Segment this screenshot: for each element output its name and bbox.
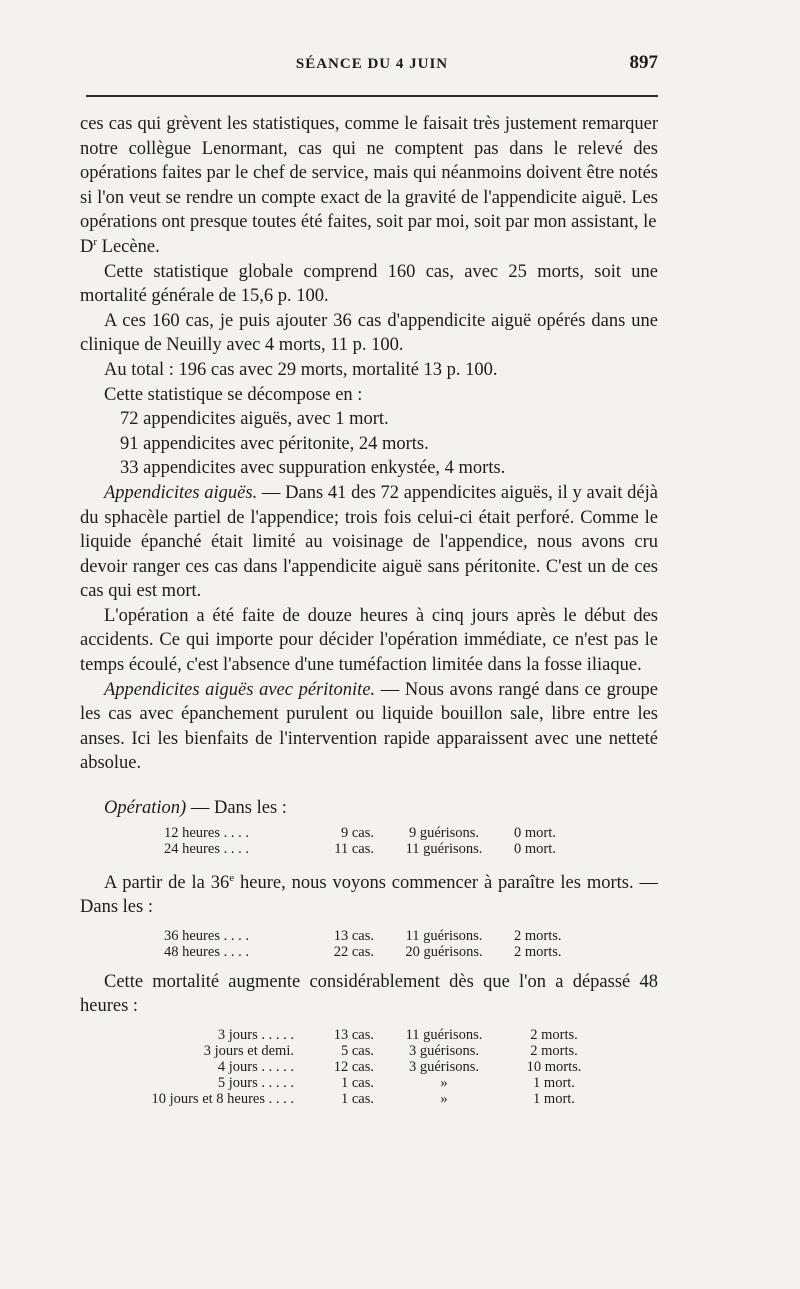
paragraph-neuilly bbox=[80, 309, 658, 358]
dr-sup: r bbox=[93, 235, 98, 248]
table-row bbox=[80, 1091, 594, 1107]
table-row bbox=[164, 928, 594, 944]
section-aigues bbox=[80, 481, 658, 604]
paragraph-operation-timing bbox=[80, 604, 658, 678]
paragraph-text: Cette statistique se décompose en : bbox=[104, 384, 363, 405]
section-heading: Appendicites aiguës avec péritonite. bbox=[104, 679, 376, 700]
paragraph-statistics bbox=[80, 260, 658, 309]
table-row bbox=[164, 944, 594, 960]
operation-label: Opération) bbox=[104, 798, 187, 819]
paragraph-decompose bbox=[80, 383, 658, 408]
table-36-48-hours bbox=[164, 928, 594, 960]
list-item: 72 appendicites aiguës, avec 1 mort. bbox=[120, 409, 389, 430]
paragraph-text: Cette statistique globale comprend 160 cas, avec 25 morts, soit une mortalité générale de 15,6 p. 100. bbox=[80, 261, 658, 307]
dr-name: Lecène. bbox=[101, 236, 160, 257]
paragraph-36-hours bbox=[80, 871, 658, 920]
page-number: 897 bbox=[629, 52, 658, 73]
table-cell-deaths: 1 mort. bbox=[533, 1091, 575, 1107]
table-cell-heal: 11 guérisons. bbox=[405, 1027, 483, 1043]
section-text: — Nous avons rangé dans ce groupe les cas avec épanchement purulent ou liquide bouillon sale, libre entre les anses. Ici les bienfaits de l'intervention rapide apparaissent avec une netteté absolue. bbox=[80, 679, 658, 774]
section-text: — Dans 41 des 72 appendicites aiguës, il y avait déjà du sphacèle partiel de l'appendice; trois fois celui-ci était perforé. Comme le liquide épanché était limité au voisinage de l'appendice, nous avons cru devoir ranger ces cas dans l'appendicite aiguë sans péritonite. C'est un de ces cas qui est mort. bbox=[80, 482, 658, 602]
table-cell-cases: 13 cas. bbox=[333, 927, 374, 944]
running-header bbox=[86, 52, 658, 82]
table-row bbox=[80, 1059, 594, 1075]
paragraph-text: A ces 160 cas, je puis ajouter 36 cas d'appendicite aiguë opérés dans une clinique de Neuilly avec 4 morts, 11 p. 100. bbox=[80, 310, 658, 356]
table-row bbox=[80, 1075, 594, 1091]
table-cell-deaths: 2 morts. bbox=[514, 943, 562, 960]
text-after: heure, nous voyons commencer à paraître les morts. — Dans les : bbox=[80, 872, 658, 918]
section-heading: Appendicites aiguës. bbox=[104, 482, 258, 503]
table-cell-time: 5 jours . . . . . bbox=[217, 1075, 294, 1091]
table-cell-deaths: 0 mort. bbox=[514, 840, 556, 857]
table-cell-time: 3 jours . . . . . bbox=[217, 1027, 294, 1043]
table-row bbox=[164, 825, 594, 841]
operation-text: — Dans les : bbox=[186, 798, 287, 819]
list-item: 33 appendicites avec suppuration enkystée, 4 morts. bbox=[120, 458, 506, 479]
table-cell-cases: 11 cas. bbox=[334, 840, 374, 857]
table-cell-time: 3 jours et demi. bbox=[203, 1043, 294, 1059]
paragraph-continuation bbox=[80, 112, 658, 235]
table-cell-time: 10 jours et 8 heures . . . . bbox=[151, 1091, 294, 1107]
table-cell-time: 24 heures . . . . bbox=[164, 840, 249, 857]
ordinal-sup: e bbox=[229, 871, 235, 884]
table-cell-heal: 3 guérisons. bbox=[408, 1043, 480, 1059]
paragraph-text: L'opération a été faite de douze heures à cinq jours après le début des accidents. Ce qui importe pour décider l'opération immédiate, ce n'est pas le temps écoulé, c'est l'absence d'une tuméfaction limitée dans la fosse iliaque. bbox=[80, 605, 658, 676]
operation-intro bbox=[80, 796, 658, 821]
table-row bbox=[80, 1027, 594, 1043]
table-cell-time: 36 heures . . . . bbox=[164, 927, 249, 944]
table-cell-deaths: 1 mort. bbox=[533, 1075, 575, 1091]
signature-line bbox=[80, 235, 658, 260]
table-row bbox=[80, 1043, 594, 1059]
list-item: 91 appendicites avec péritonite, 24 morts. bbox=[120, 433, 429, 454]
table-cell-deaths: 2 morts. bbox=[530, 1027, 578, 1043]
table-cell-cases: 13 cas. bbox=[333, 1027, 374, 1043]
text-before: A partir de la 36 bbox=[104, 872, 230, 893]
paragraph-text: ces cas qui grèvent les statistiques, comme le faisait très justement remarquer notre collègue Lenormant, cas qui ne comptent pas dans le relevé des opérations faites par le chef de service, mais qui néanmoins doivent être notés si l'on veut se rendre un compte exact de la gravité de l'appendicite aiguë. Les opérations ont presque toutes été faites, soit par moi, soit par mon assistant, le bbox=[80, 114, 658, 233]
running-title: SÉANCE DU 4 JUIN bbox=[295, 56, 449, 72]
table-cell-heal: 11 guérisons. bbox=[405, 927, 483, 944]
body-text bbox=[80, 112, 658, 1107]
table-cell-cases: 5 cas. bbox=[340, 1043, 374, 1059]
paragraph-48-hours bbox=[80, 970, 658, 1019]
table-cell-cases: 9 cas. bbox=[340, 824, 374, 841]
table-cell-heal: 20 guérisons. bbox=[405, 943, 483, 960]
table-cell-time: 4 jours . . . . . bbox=[217, 1059, 294, 1075]
paragraph-text: Cette mortalité augmente considérablement dès que l'on a dépassé 48 heures : bbox=[80, 971, 658, 1017]
table-cell-cases: 1 cas. bbox=[340, 1091, 374, 1107]
table-row bbox=[164, 841, 594, 857]
table-cell-heal: » bbox=[440, 1091, 448, 1107]
breakdown-list bbox=[80, 407, 658, 481]
table-cell-deaths: 2 morts. bbox=[530, 1043, 578, 1059]
table-12-24-hours bbox=[164, 825, 594, 857]
table-cell-heal: 3 guérisons. bbox=[408, 1059, 480, 1075]
table-days bbox=[80, 1027, 594, 1107]
table-cell-time: 12 heures . . . . bbox=[164, 824, 249, 841]
dr-prefix: D bbox=[80, 236, 94, 257]
table-cell-heal: 11 guérisons. bbox=[405, 840, 483, 857]
paragraph-text: Au total : 196 cas avec 29 morts, mortalité 13 p. 100. bbox=[104, 359, 498, 380]
table-cell-cases: 22 cas. bbox=[333, 943, 374, 960]
header-rule bbox=[86, 95, 658, 97]
section-peritonite bbox=[80, 678, 658, 776]
table-cell-deaths: 10 morts. bbox=[526, 1059, 582, 1075]
table-cell-heal: » bbox=[440, 1075, 448, 1091]
table-cell-cases: 1 cas. bbox=[340, 1075, 374, 1091]
paragraph-total bbox=[80, 358, 658, 383]
table-cell-deaths: 2 morts. bbox=[514, 927, 562, 944]
table-cell-heal: 9 guérisons. bbox=[408, 824, 480, 841]
table-cell-deaths: 0 mort. bbox=[514, 824, 556, 841]
table-cell-time: 48 heures . . . . bbox=[164, 943, 249, 960]
table-cell-cases: 12 cas. bbox=[333, 1059, 374, 1075]
